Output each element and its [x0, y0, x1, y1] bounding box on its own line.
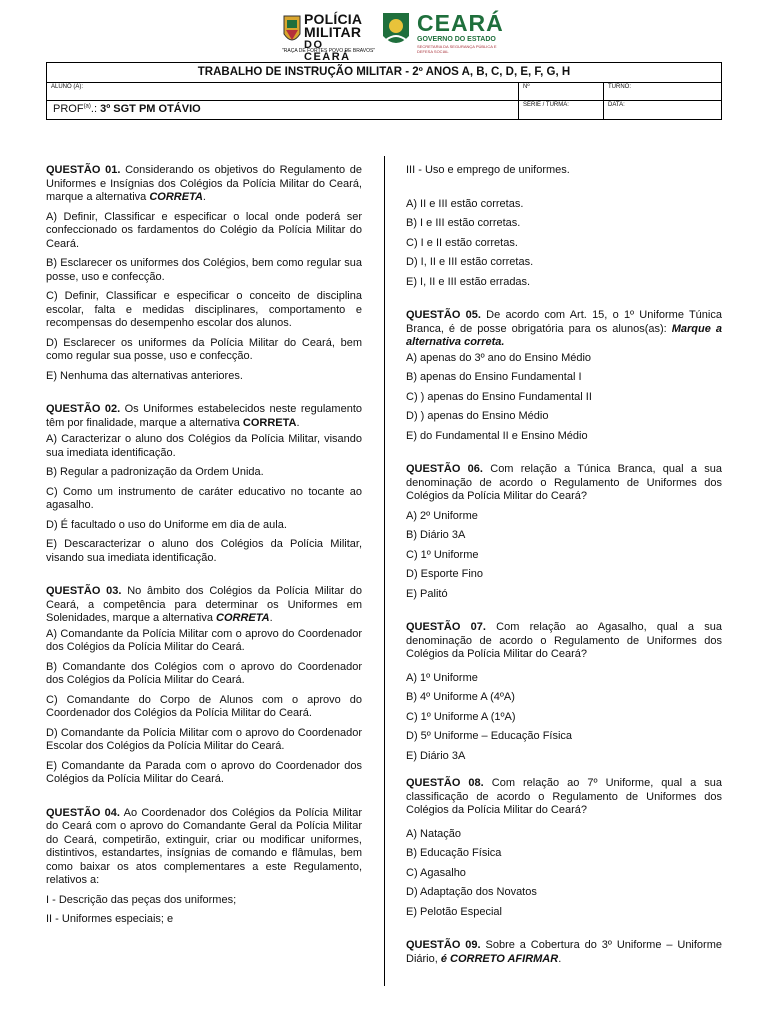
q8-label: QUESTÃO 08. [406, 777, 484, 789]
column-divider [384, 156, 385, 986]
question-08 [406, 777, 722, 818]
q6-text: Com relação a Túnica Branca, qual a sua denominação de acordo o Regulamento de Uniformes dos Colégios da Polícia Militar do Ceará? [406, 463, 722, 502]
q3-emph: CORRETA [216, 612, 270, 624]
q4-item-1: I - Descrição das peças dos uniformes; [46, 893, 237, 906]
pm-motto: "RAÇA DE FORTES POVO DE BRAVOS" [282, 48, 376, 54]
question-01 [46, 164, 362, 205]
turno-field[interactable]: TURNO: [603, 82, 721, 100]
q2-option-a: A) Caracterizar o aluno dos Colégios da Polícia Militar, visando sua imediata identificação. [46, 433, 362, 459]
q6-option-c: C) 1º Uniforme [406, 548, 479, 561]
q8-option-c: C) Agasalho [406, 866, 466, 879]
pm-crest-icon [282, 12, 302, 48]
q5-option-b: B) apenas do Ensino Fundamental I [406, 371, 582, 383]
aluno-field[interactable]: ALUNO (A): [51, 84, 84, 90]
q4-item-3: III - Uso e emprego de uniformes. [406, 164, 570, 176]
ceara-logo-text: CEARÁ [417, 10, 504, 36]
q3-option-c: C) Comandante do Corpo de Alunos com o aprovo do Coordenador dos Colégios da Polícia Militar do Ceará. [46, 693, 362, 719]
header-logos [0, 10, 768, 63]
left-column [46, 164, 362, 933]
q4-option-b: B) I e III estão corretas. [406, 217, 521, 229]
pm-logo-text: POLÍCIA MILITAR [304, 11, 363, 40]
prof-label: PROF [53, 103, 84, 115]
question-02 [46, 403, 362, 430]
q7-option-b: B) 4º Uniforme A (4ºA) [406, 691, 515, 703]
q1-option-d: D) Esclarecer os uniformes da Polícia Militar do Ceará, bem como regular sua posse, uso e confecção. [46, 336, 362, 362]
ceara-gov-text: GOVERNO DO ESTADO [417, 36, 496, 43]
ceara-sec-text: SECRETARIA DA SEGURANÇA PÚBLICA E DEFESA SOCIAL [417, 44, 497, 54]
q9-label: QUESTÃO 09. [406, 939, 481, 951]
q3-option-b: B) Comandante dos Colégios com o aprovo do Coordenador dos Colégios da Polícia Militar do Ceará. [46, 660, 362, 686]
q9-emph: é CORRETO AFIRMAR [440, 952, 559, 965]
q5-option-d: D) ) apenas do Ensino Médio [406, 410, 549, 422]
q2-option-e: E) Descaracterizar o aluno dos Colégios da Polícia Militar, visando sua imediata identificação. [46, 538, 362, 564]
q8-option-e: E) Pelotão Especial [406, 905, 502, 918]
pm-logo-sub: DO CEARÁ [304, 39, 351, 63]
q1-option-e: E) Nenhuma das alternativas anteriores. [46, 369, 243, 382]
q2-option-b: B) Regular a padronização da Ordem Unida. [46, 466, 264, 478]
q6-option-b: B) Diário 3A [406, 529, 466, 541]
q4-text: Ao Coordenador dos Colégios da Polícia Militar do Ceará com o aprovo do Comandante Geral da Polícia Militar do Ceará, competirão, extinguir, criar ou modificar uniformes, distintivos, estandartes, insígnias de comando e flâmulas, bem como baixar os atos complementares a este Regulamento, relativos a: [46, 806, 363, 886]
q8-text: Com relação ao 7º Uniforme, qual a sua classificação de acordo o Regulamento de Uniformes dos Colégios da Polícia Militar do Ceará? [406, 777, 722, 816]
q5-emph: Marque a alternativa correta. [406, 322, 722, 348]
prof-sup: (a) [83, 103, 91, 110]
question-04 [46, 807, 362, 888]
q7-text: Com relação ao Agasalho, qual a sua denominação de acordo o Regulamento de Uniformes dos Colégios da Polícia Militar do Ceará? [406, 621, 723, 660]
q7-option-c: C) 1º Uniforme A (1ºA) [406, 710, 516, 723]
question-09 [406, 939, 722, 966]
q7-label: QUESTÃO 07. [406, 621, 486, 633]
header-table [46, 62, 722, 120]
q3-option-a: A) Comandante da Polícia Militar com o aprovo do Coordenador dos Colégios da Polícia Militar do Ceará. [46, 627, 362, 653]
q5-option-c: C) ) apenas do Ensino Fundamental II [406, 390, 592, 403]
q6-option-a: A) 2º Uniforme [406, 509, 478, 522]
q1-option-a: A) Definir, Classificar e especificar o local onde poderá ser confeccionado os fardamentos do Colégio da Polícia Militar do Ceará. [46, 210, 362, 250]
q1-emph: CORRETA [149, 191, 203, 203]
q4-option-d: D) I, II e III estão corretas. [406, 256, 534, 268]
q8-option-b: B) Educação Física [406, 847, 502, 859]
q5-option-e: E) do Fundamental II e Ensino Médio [406, 429, 588, 442]
question-05 [406, 309, 722, 350]
header-row-aluno [47, 82, 721, 101]
q1-option-c: C) Definir, Classificar e especificar o conceito de disciplina escolar, falta e medidas disciplinares, comportamento e recompensas do desempenho escolar dos alunos. [46, 290, 362, 329]
q2-label: QUESTÃO 02. [46, 403, 121, 415]
q1-text: Considerando os objetivos do Regulamento de Uniformes e Insígnias dos Colégios da Polícia Militar do Ceará, marque a alternativa [46, 164, 362, 203]
serie-field[interactable]: SÉRIE / TURMA: [518, 100, 603, 120]
q2-option-c: C) Como um instrumento de caráter educativo no tocante ao agasalho. [46, 485, 362, 511]
q2-text: Os Uniformes estabelecidos neste regulamento têm por finalidade, marque a alternativa [46, 403, 362, 429]
q7-option-e: E) Diário 3A [406, 749, 466, 762]
header-row-prof [47, 100, 721, 120]
document-title: TRABALHO DE INSTRUÇÃO MILITAR - 2º ANOS A, B, C, D, E, F, G, H [47, 63, 721, 83]
q7-option-d: D) 5º Uniforme – Educação Física [406, 730, 573, 742]
q2-option-d: D) É facultado o uso do Uniforme em dia de aula. [46, 518, 287, 531]
q4-option-a: A) II e III estão corretas. [406, 197, 524, 210]
q2-end: . [296, 416, 300, 429]
q6-option-e: E) Palitó [406, 587, 448, 600]
q9-end: . [558, 952, 562, 965]
question-06 [406, 463, 722, 504]
q1-end: . [202, 191, 206, 203]
q6-label: QUESTÃO 06. [406, 463, 483, 475]
prof-colon: .: [90, 103, 98, 115]
q4-label: QUESTÃO 04. [46, 806, 120, 819]
question-03 [46, 585, 362, 626]
right-column [406, 164, 722, 972]
q9-text: Sobre a Cobertura do 3º Uniforme – Uniforme Diário, [406, 939, 722, 965]
data-field[interactable]: DATA: [603, 100, 721, 120]
q7-option-a: A) 1º Uniforme [406, 671, 478, 684]
q5-text: De acordo com Art. 15, o 1º Uniforme Túnica Branca, é de posse obrigatória para os alunos(as): [406, 309, 722, 335]
q1-label: QUESTÃO 01. [46, 164, 121, 176]
q4-option-c: C) I e II estão corretas. [406, 236, 518, 249]
prof-field [47, 100, 518, 120]
q3-option-d: D) Comandante da Polícia Militar com o aprovo do Coordenador Escolar dos Colégios da Polícia Militar do Ceará. [46, 726, 362, 752]
q8-option-a: A) Natação [406, 827, 462, 840]
ceara-badge-icon [380, 10, 412, 50]
question-07 [406, 621, 722, 662]
q3-text: No âmbito dos Colégios da Polícia Militar do Ceará, a competência para determinar os Uniformes em Solenidades, marque a alternativa [46, 585, 362, 624]
q8-option-d: D) Adaptação dos Novatos [406, 886, 537, 898]
q1-option-b: B) Esclarecer os uniformes dos Colégios, bem como regular sua posse, uso e confecção. [46, 257, 362, 283]
q3-end: . [269, 612, 273, 624]
numero-field[interactable]: Nº [518, 82, 603, 100]
pm-logo [282, 11, 376, 63]
q4-option-e: E) I, II e III estão erradas. [406, 275, 531, 288]
q6-option-d: D) Esporte Fino [406, 568, 484, 580]
q3-option-e: E) Comandante da Parada com o aprovo do Coordenador dos Colégios da Polícia Militar do Ceará. [46, 759, 362, 785]
q5-label: QUESTÃO 05. [406, 309, 481, 321]
q2-emph: CORRETA [242, 416, 297, 429]
prof-name: 3º SGT PM OTÁVIO [100, 103, 201, 115]
q5-option-a: A) apenas do 3º ano do Ensino Médio [406, 351, 592, 364]
q4-item-2: II - Uniformes especiais; e [46, 913, 174, 925]
q3-label: QUESTÃO 03. [46, 585, 122, 597]
ceara-logo [380, 10, 510, 56]
